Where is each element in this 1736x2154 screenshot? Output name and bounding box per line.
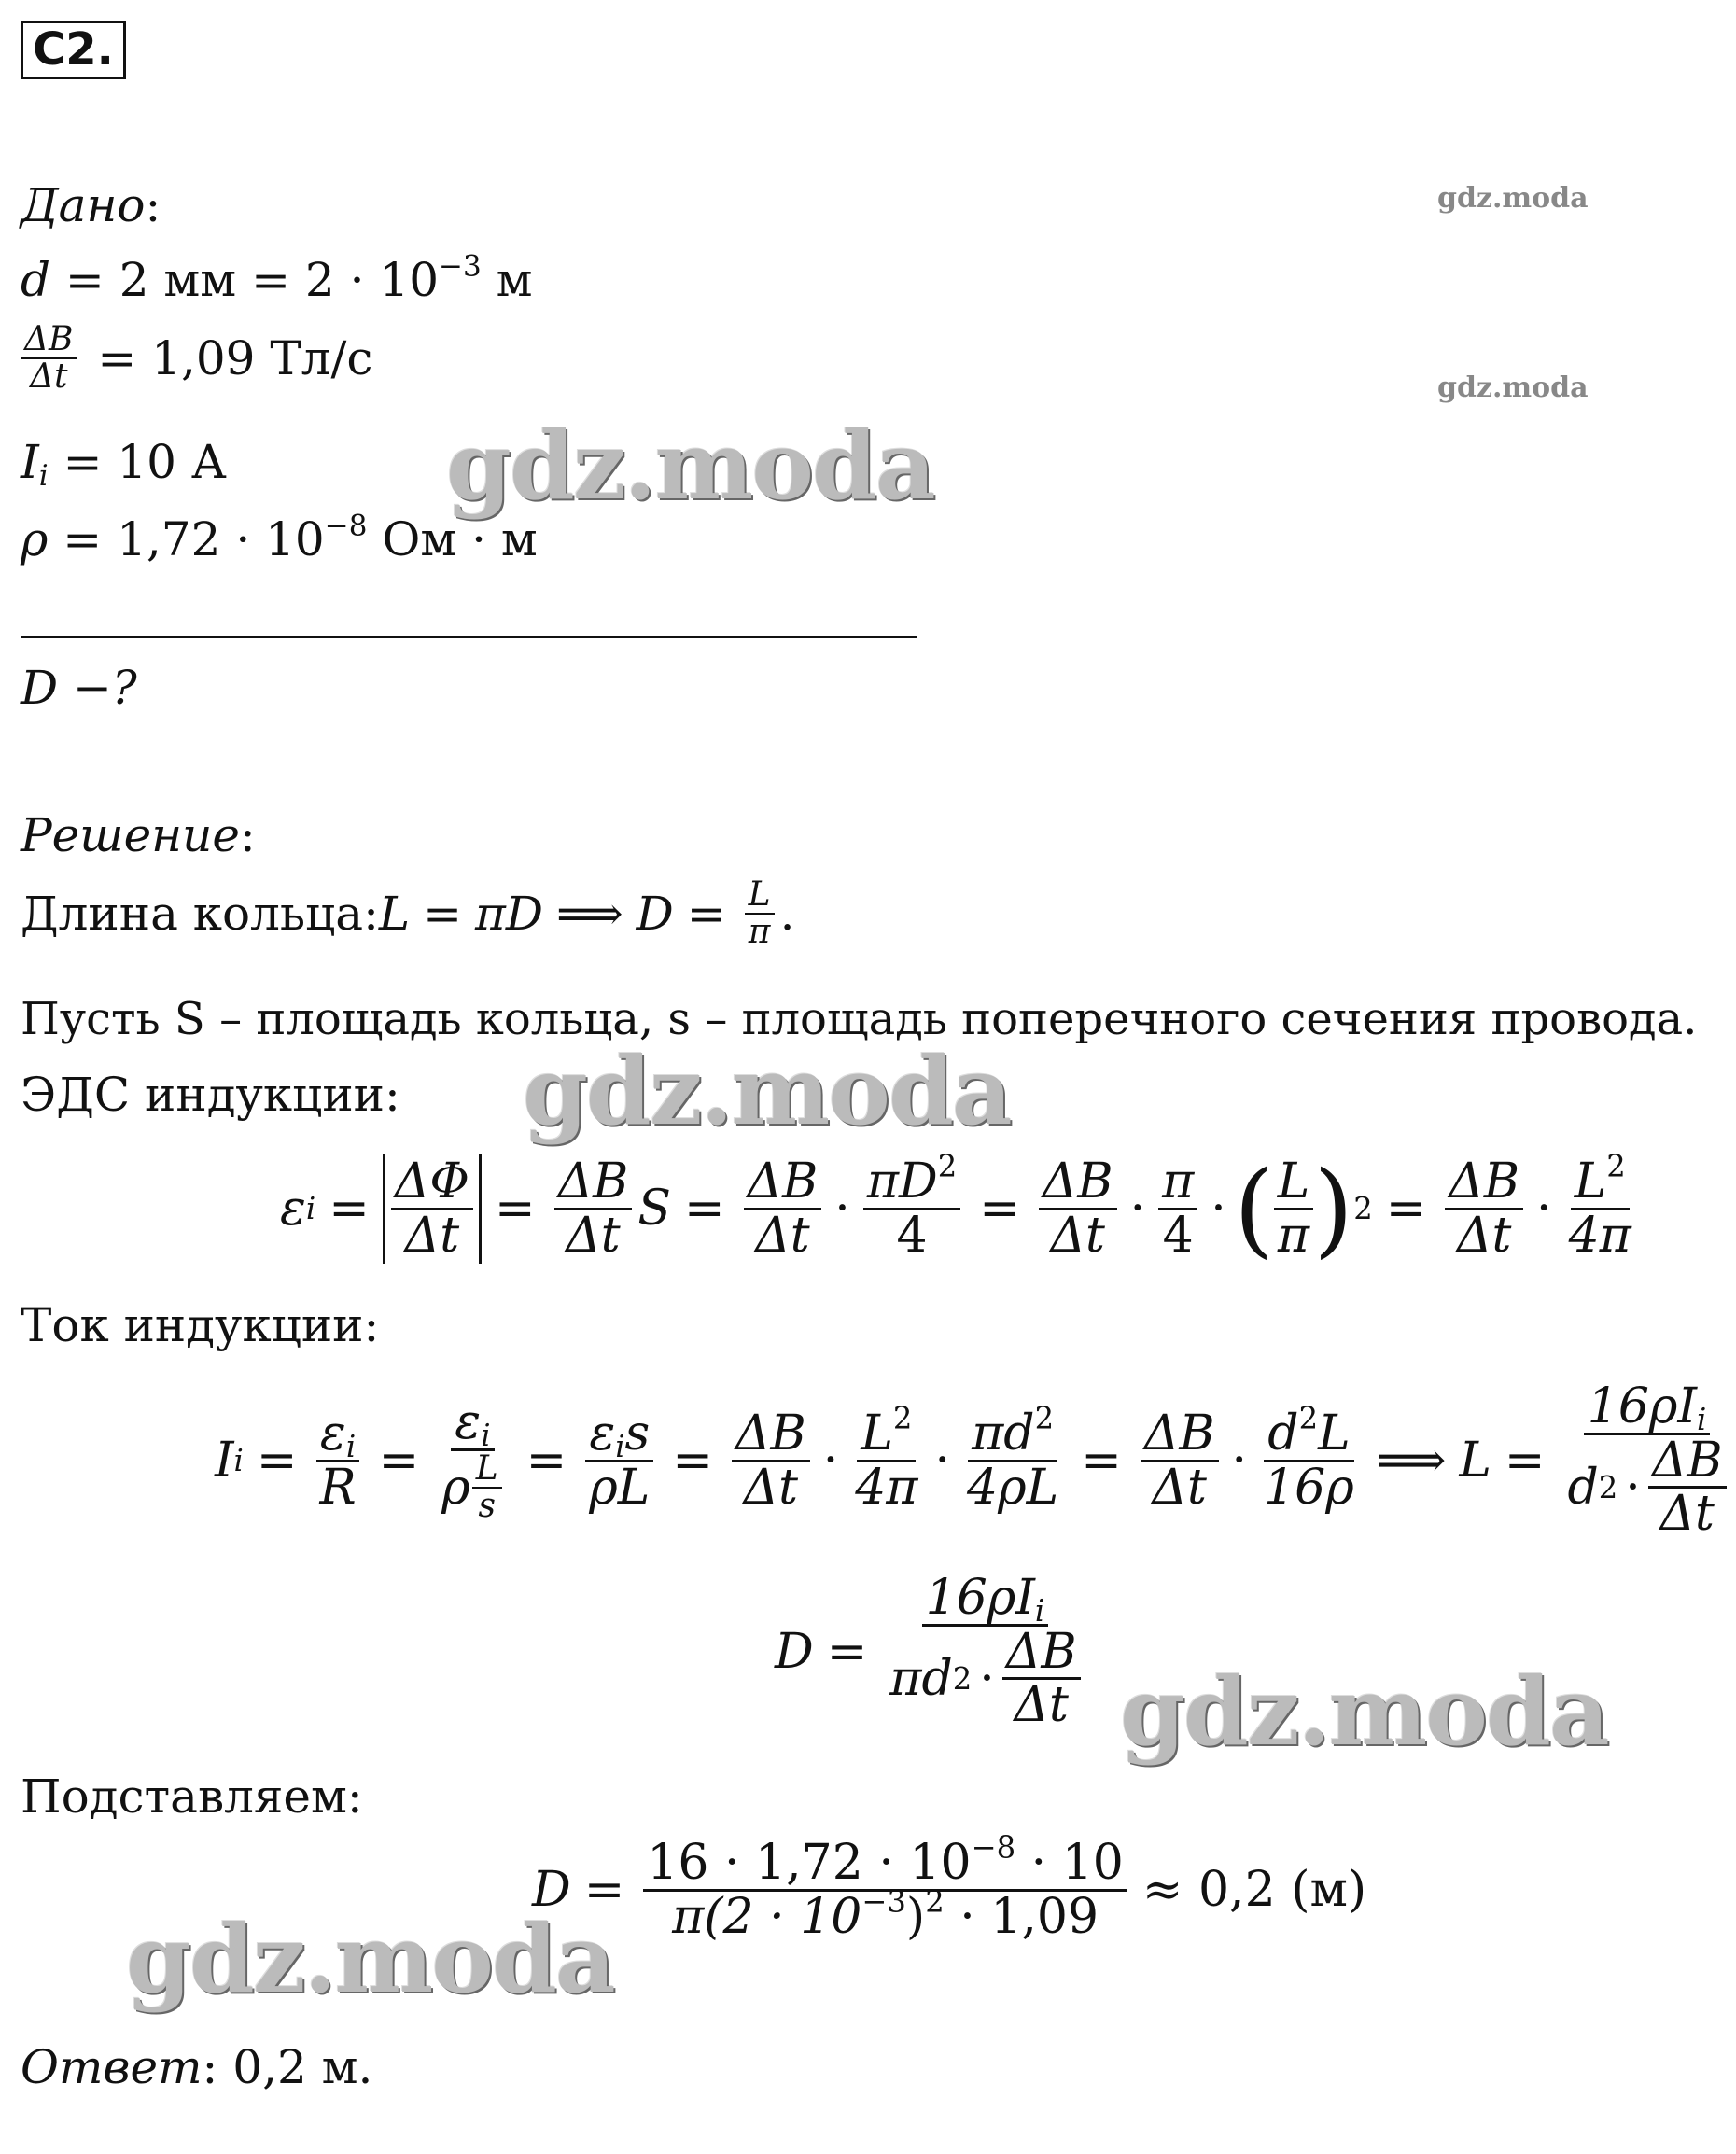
current-heading: Ток индукции:: [21, 1298, 380, 1352]
substitute-heading: Подставляем:: [21, 1769, 363, 1824]
find-line: D −?: [21, 661, 137, 715]
problem-label: С2.: [21, 21, 126, 79]
emf-equation: ε i = $\frac{\Delta\Phi}{\Delta t}$ = $\frac{\Delta B}{\Delta t}$ S = $\frac{\Delta B}{\Delta t}$ · $\frac{\pi D^2}{4}$ = $\frac{\Delta B}{\Delta t}$ · $\frac{\pi}{4}$ · ( $\frac{L}{\pi}$ ) 2 = $\frac{\Delta B}{\Delta t}$ · $\frac{L^2}{4\pi}$: [280, 1148, 1631, 1268]
watermark-small-1: gdz.moda: [1437, 182, 1589, 215]
watermark-large-1: gdz.moda: [446, 411, 934, 521]
given-heading: Дано:: [21, 178, 161, 232]
substitution-equation: D = $\frac{16 \cdot 1,72 \cdot 10^{-8} \cdot 10}{\pi(2 \cdot 10^{-3})^2 \cdot 1,09}$ ≈ 0,2 (м): [532, 1829, 1367, 1945]
given-current: $I_i = 10$ А: [21, 435, 227, 493]
answer-line: Ответ: 0,2 м.: [21, 2040, 373, 2094]
emf-heading: ЭДС индукции:: [21, 1068, 400, 1122]
watermark-large-4: gdz.moda: [126, 1904, 614, 2014]
given-dbdt: $\frac{\Delta B}{\Delta t}$ = 1,09 Тл/с: [21, 322, 372, 395]
given-divider: [21, 636, 917, 638]
ring-length-line: Длина кольца: L = πD ⟹ D = $\frac{L}{\pi}$ .: [21, 875, 795, 951]
let-line: Пусть S – площадь кольца, s – площадь поперечного сечения провода.: [21, 993, 1698, 1045]
current-equation: I i = $\frac{\varepsilon_i}{R}$ = $\varepsilon_i$ ρ $\frac{L}{s}$ = $\frac{\varepsilon_is}{\rho L}$ = $\frac{\Delta B}{\Delta t}$ · $\frac{L^2}{4\pi}$ · $\frac{\pi d^2}{4\rho L}$ = $\frac{\Delta B}{\Delta t}$ · $\frac{d^2L}{16\rho}$ ⟹ L = $16\rho I_i$ d 2 · $\frac{\Delta B}{\Delta t}$: [215, 1372, 1736, 1549]
given-rho: $\rho = 1,72 \cdot 10^{-8}$ Ом · м: [21, 509, 538, 566]
watermark-large-2: gdz.moda: [523, 1036, 1011, 1146]
given-d: d = 2 мм = $2 \cdot 10^{-3}$ м: [21, 249, 533, 307]
solution-heading: Решение:: [21, 808, 256, 862]
watermark-large-3: gdz.moda: [1120, 1657, 1608, 1767]
watermark-small-2: gdz.moda: [1437, 371, 1589, 404]
diameter-formula: D = $16\rho I_i$ πd 2 · $\frac{\Delta B}{\Delta t}$: [775, 1568, 1090, 1736]
